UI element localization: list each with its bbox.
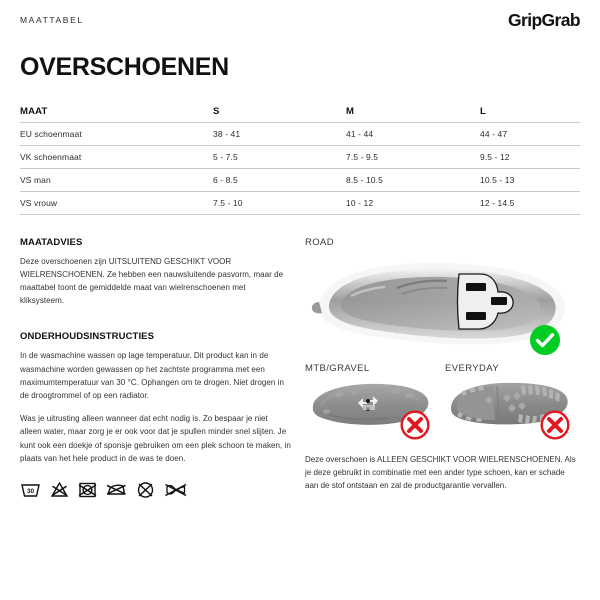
table-body [20, 122, 580, 214]
mtb-compatibility-block [305, 363, 435, 437]
cell-s: 7.5 - 10 [213, 191, 346, 214]
road-shoe-figure [305, 250, 580, 355]
cell-m: 7.5 - 9.5 [346, 145, 480, 168]
not-compatible-cross-badge [539, 409, 571, 441]
table-row [20, 168, 580, 191]
do-not-dry-clean-icon [136, 481, 155, 499]
table-row [20, 122, 580, 145]
cell-l: 44 - 47 [480, 122, 580, 145]
row-label: VS man [20, 168, 213, 191]
eyebrow-label: MAATTABEL [20, 15, 84, 25]
road-label: ROAD [305, 236, 335, 248]
brand-logo: GripGrab [507, 10, 580, 30]
wash-30-icon [20, 481, 41, 499]
column-header-s: S [213, 102, 346, 123]
page-header [20, 0, 580, 42]
everyday-shoe-figure [445, 376, 575, 437]
do-not-iron-icon [106, 481, 127, 499]
size-table [20, 102, 580, 215]
table-row [20, 145, 580, 168]
table-header-row [20, 102, 580, 123]
cell-l: 9.5 - 12 [480, 145, 580, 168]
do-not-wring-icon [164, 481, 188, 499]
content-columns [20, 237, 580, 499]
do-not-tumble-dry-icon [78, 481, 97, 499]
care-symbol-row [20, 481, 291, 499]
column-header-m: M [346, 102, 480, 123]
cell-s: 6 - 8.5 [213, 168, 346, 191]
column-header-l: L [480, 102, 580, 123]
left-column [20, 237, 305, 499]
care-text-1: In de wasmachine wassen op lage temperatuur. Dit product kan in de wasmachine worden gewassen op het zachtste programma met een maximumtemperatuur van 30 °C. Ophangen om te drogen. Niet drogen in de droogtrommel of op een radiator. [20, 351, 285, 400]
cell-m: 41 - 44 [346, 122, 480, 145]
incompatible-shoes-row [305, 363, 580, 437]
cell-s: 5 - 7.5 [213, 145, 346, 168]
right-column [305, 237, 580, 499]
do-not-bleach-icon [50, 481, 69, 499]
everyday-label: EVERYDAY [445, 362, 500, 374]
road-compatibility-block [305, 237, 580, 355]
care-text-2: Was je uitrusting alleen wanneer dat echt nodig is. Zo bespaar je niet alleen water, maar zorg je er ook voor dat je spullen minder snel slijten. Je kunt ook een doekje of sponsje gebruiken om een plek schoon te maken, in plaats van het hele product in de was te doen. [20, 414, 291, 463]
cell-m: 8.5 - 10.5 [346, 168, 480, 191]
row-label: VS vrouw [20, 191, 213, 214]
cell-m: 10 - 12 [346, 191, 480, 214]
not-compatible-cross-badge [399, 409, 431, 441]
column-header-maat: MAAT [20, 102, 213, 123]
cell-l: 10.5 - 13 [480, 168, 580, 191]
sizing-advice-heading: MAATADVIES [20, 236, 83, 248]
page-title: OVERSCHOENEN [20, 53, 229, 81]
compatible-check-badge [528, 323, 562, 357]
table-row [20, 191, 580, 214]
row-label: VK schoenmaat [20, 145, 213, 168]
wash-temperature-value: 30 [26, 487, 35, 495]
cell-l: 12 - 14.5 [480, 191, 580, 214]
mtb-shoe-figure [305, 376, 435, 437]
compatibility-note: Deze overschoen is ALLEEN GESCHIKT VOOR WIELRENSCHOENEN. Als je deze gebruikt in combinatie met een ander type schoen, kan er schade aan de stof ontstaan en zal de productgarantie vervallen. [305, 454, 576, 490]
cell-s: 38 - 41 [213, 122, 346, 145]
table-header [20, 102, 580, 123]
row-label: EU schoenmaat [20, 122, 213, 145]
everyday-compatibility-block [445, 363, 575, 437]
mtb-label: MTB/GRAVEL [305, 362, 370, 374]
care-heading: ONDERHOUDSINSTRUCTIES [20, 331, 155, 343]
sizing-advice-text: Deze overschoenen zijn UITSLUITEND GESCHIKT VOOR WIELRENSCHOENEN. Ze hebben een nauwsluitende pasvorm, maar de maattabel toont de gemiddelde maat van wielrenschoenen met kliksysteem. [20, 256, 284, 306]
